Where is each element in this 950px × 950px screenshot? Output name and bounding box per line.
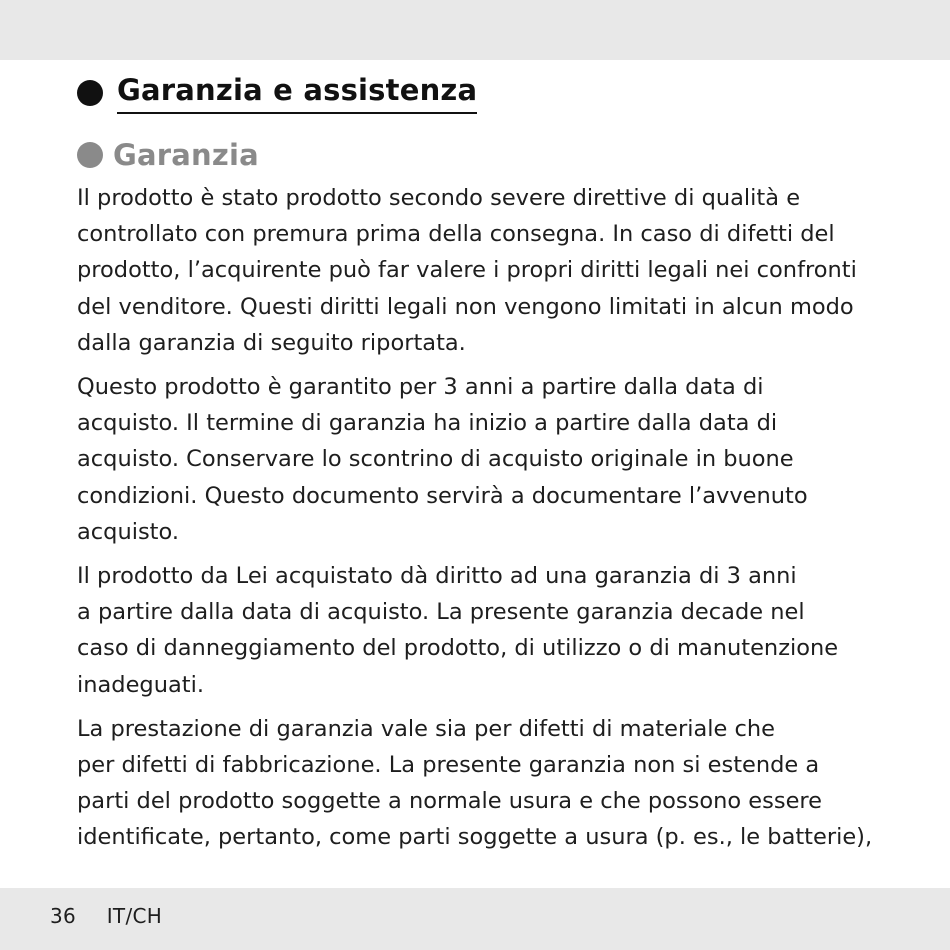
- section-heading: [77, 72, 477, 114]
- black-bullet-icon: [77, 80, 103, 106]
- text-line: del venditore. Questi diritti legali non vengono limitati in alcun modo: [77, 293, 854, 320]
- text-line: Il prodotto è stato prodotto secondo severe direttive di qualità e: [77, 185, 801, 211]
- text-line: prodotto, l’acquirente può far valere i propri diritti legali nei confronti: [77, 257, 857, 284]
- text-line: acquisto. Conservare lo scontrino di acquisto originale in buone: [77, 446, 794, 473]
- section-heading-text: Garanzia e assistenza: [117, 72, 477, 114]
- text-line: caso di danneggiamento del prodotto, di utilizzo o di manutenzione: [77, 635, 839, 662]
- top-margin-band: [0, 0, 950, 60]
- subsection-heading: [77, 137, 259, 173]
- text-line: Il prodotto da Lei acquistato dà diritto ad una garanzia di 3 anni: [77, 563, 797, 590]
- paragraph-3: [77, 558, 887, 703]
- text-line: acquisto. Il termine di garanzia ha inizio a partire dalla data di: [77, 410, 778, 437]
- text-line: identificate, pertanto, come parti soggette a usura (p. es., le batterie),: [77, 824, 873, 851]
- text-line: per difetti di fabbricazione. La presente garanzia non si estende a: [77, 752, 820, 779]
- paragraph-1: [77, 180, 887, 361]
- paragraph-2: [77, 369, 887, 550]
- text-line: La prestazione di garanzia vale sia per difetti di materiale che: [77, 715, 776, 742]
- text-line: acquisto.: [77, 518, 180, 545]
- body-text: [77, 180, 887, 864]
- text-line: parti del prodotto soggette a normale usura e che possono essere: [77, 788, 823, 815]
- page-footer: [50, 904, 162, 928]
- grey-bullet-icon: [77, 142, 103, 168]
- text-line: Questo prodotto è garantito per 3 anni a partire dalla data di: [77, 374, 764, 401]
- text-line: a partire dalla data di acquisto. La presente garanzia decade nel: [77, 599, 805, 626]
- text-line: controllato con premura prima della consegna. In caso di difetti del: [77, 221, 835, 248]
- page-number: 36: [50, 904, 77, 928]
- paragraph-4: [77, 711, 887, 856]
- locale-label: IT/CH: [106, 904, 163, 928]
- text-line: inadeguati.: [77, 671, 204, 698]
- subsection-heading-text: Garanzia: [113, 138, 259, 172]
- text-line: condizioni. Questo documento servirà a documentare l’avvenuto: [77, 482, 808, 509]
- text-line: dalla garanzia di seguito riportata.: [77, 329, 466, 356]
